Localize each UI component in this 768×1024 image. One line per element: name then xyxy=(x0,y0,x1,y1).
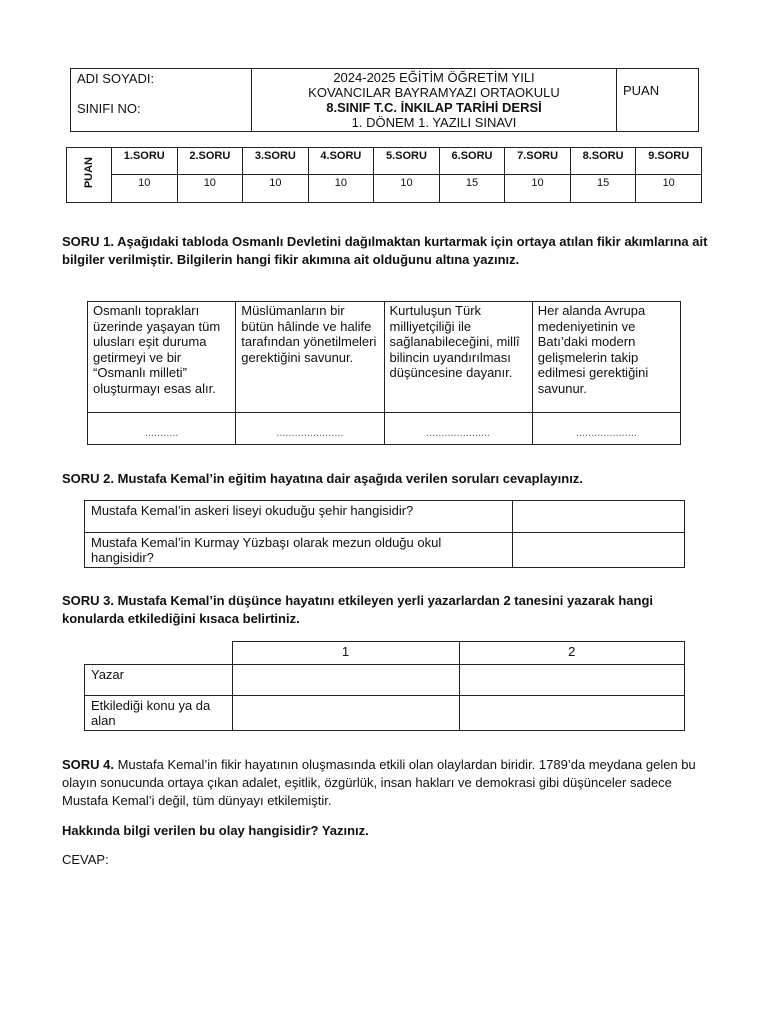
question-2 xyxy=(62,470,712,488)
student-class-label: SINIFI NO: xyxy=(77,101,141,116)
answer-blank: ...................... xyxy=(276,427,344,439)
writers-answer-cell[interactable] xyxy=(459,695,685,730)
education-answer-cell[interactable] xyxy=(513,501,685,533)
question-points: 10 xyxy=(243,175,309,203)
total-score-label: PUAN xyxy=(623,83,660,98)
question-points: 10 xyxy=(505,175,571,203)
question-points: 10 xyxy=(112,175,178,203)
idea-description: Müslümanların bir bütün hâlinde ve halife tarafından yönetilmeleri gerektiğini savunur. xyxy=(236,302,384,413)
score-row-label: PUAN xyxy=(83,156,95,189)
question-header: 1.SORU xyxy=(112,148,178,175)
student-info-cell xyxy=(71,69,252,132)
idea-answer-cell[interactable] xyxy=(236,413,384,445)
school-year: 2024-2025 EĞİTİM ÖĞRETİM YILI xyxy=(333,70,535,85)
question-points: 10 xyxy=(636,175,702,203)
question-header: 7.SORU xyxy=(505,148,571,175)
question-3-text: Mustafa Kemal’in düşünce hayatını etkileyen yerli yazarlardan 2 tanesini yazarak hangi konularda etkilediğini kısaca belirtiniz. xyxy=(62,593,654,626)
writers-answer-cell[interactable] xyxy=(232,695,459,730)
writers-row-label: Yazar xyxy=(85,664,233,695)
idea-answer-cell[interactable] xyxy=(384,413,532,445)
total-score-cell xyxy=(617,69,699,132)
question-2-label: SORU 2. xyxy=(62,471,115,486)
answer-blank: ........... xyxy=(144,427,179,439)
score-row-label-cell xyxy=(67,148,112,203)
writers-col-header: 1 xyxy=(232,642,459,665)
question-points: 10 xyxy=(374,175,440,203)
course-name: 8.SINIF T.C. İNKILAP TARİHİ DERSİ xyxy=(326,100,542,115)
question-4 xyxy=(62,756,712,810)
writers-corner xyxy=(85,642,233,665)
answer-label: CEVAP: xyxy=(62,852,109,867)
question-4-text: Mustafa Kemal’in fikir hayatının oluşmasında etkili olan olaylardan biridir. 1789’da meydana gelen bu olayın sonucunda ortaya çıkan adalet, eşitlik, özgürlük, insan hakları ve demokrasi gibi düşünceler sadece Mustafa Kemal’i değil, tüm dünyayı etkilemiştir. xyxy=(62,757,696,808)
question-header: 5.SORU xyxy=(374,148,440,175)
question-3-label: SORU 3. xyxy=(62,593,115,608)
exam-title-cell xyxy=(252,69,617,132)
question-4-question: Hakkında bilgi verilen bu olay hangisidir? Yazınız. xyxy=(62,823,369,838)
score-table xyxy=(66,147,702,203)
question-header: 9.SORU xyxy=(636,148,702,175)
question-4-label: SORU 4. xyxy=(62,757,115,772)
header-table xyxy=(70,68,699,132)
idea-description: Her alanda Avrupa medeniyetinin ve Batı’daki modern gelişmelerin takip edilmesi gerektiğini savunur. xyxy=(532,302,680,413)
writers-table xyxy=(84,641,685,731)
idea-description: Osmanlı toprakları üzerinde yaşayan tüm ulusları eşit duruma getirmeyi ve bir “Osmanlı milleti” oluşturmayı esas alır. xyxy=(88,302,236,413)
school-name: KOVANCILAR BAYRAMYAZI ORTAOKULU xyxy=(308,85,560,100)
answer-blank: .................... xyxy=(575,427,637,439)
question-header: 2.SORU xyxy=(177,148,243,175)
question-header: 8.SORU xyxy=(570,148,636,175)
question-1-text: Aşağıdaki tabloda Osmanlı Devletini dağılmaktan kurtarmak için ortaya atılan fikir akımlarına ait bilgiler verilmiştir. Bilgilerin hangi fikir akımına ait olduğunu altına yazınız. xyxy=(62,234,708,267)
education-question: Mustafa Kemal’in askeri liseyi okuduğu şehir hangisidir? xyxy=(85,501,513,533)
answer-blank: ..................... xyxy=(426,427,491,439)
question-points: 10 xyxy=(177,175,243,203)
student-name-label: ADI SOYADI: xyxy=(77,71,155,86)
question-points: 15 xyxy=(439,175,505,203)
exam-name: 1. DÖNEM 1. YAZILI SINAVI xyxy=(351,115,517,130)
writers-answer-cell[interactable] xyxy=(232,664,459,695)
question-2-text: Mustafa Kemal’in eğitim hayatına dair aşağıda verilen soruları cevaplayınız. xyxy=(117,471,583,486)
writers-col-header: 2 xyxy=(459,642,685,665)
writers-row-label: Etkilediği konu ya da alan xyxy=(85,695,233,730)
writers-answer-cell[interactable] xyxy=(459,664,685,695)
idea-description: Kurtuluşun Türk milliyetçiliği ile sağlanabileceğini, millî bilincin uyandırılması düşüncesine dayanır. xyxy=(384,302,532,413)
idea-answer-cell[interactable] xyxy=(88,413,236,445)
education-question: Mustafa Kemal’in Kurmay Yüzbaşı olarak mezun olduğu okul hangisidir? xyxy=(85,533,513,568)
idea-answer-cell[interactable] xyxy=(532,413,680,445)
question-4-prompt xyxy=(62,822,712,840)
question-header: 4.SORU xyxy=(308,148,374,175)
question-header: 3.SORU xyxy=(243,148,309,175)
question-points: 10 xyxy=(308,175,374,203)
question-points: 15 xyxy=(570,175,636,203)
education-table xyxy=(84,500,685,568)
question-header: 6.SORU xyxy=(439,148,505,175)
education-answer-cell[interactable] xyxy=(513,533,685,568)
question-1 xyxy=(62,233,712,269)
ideas-table xyxy=(87,301,681,445)
question-3 xyxy=(62,592,712,628)
question-1-label: SORU 1. xyxy=(62,234,115,249)
